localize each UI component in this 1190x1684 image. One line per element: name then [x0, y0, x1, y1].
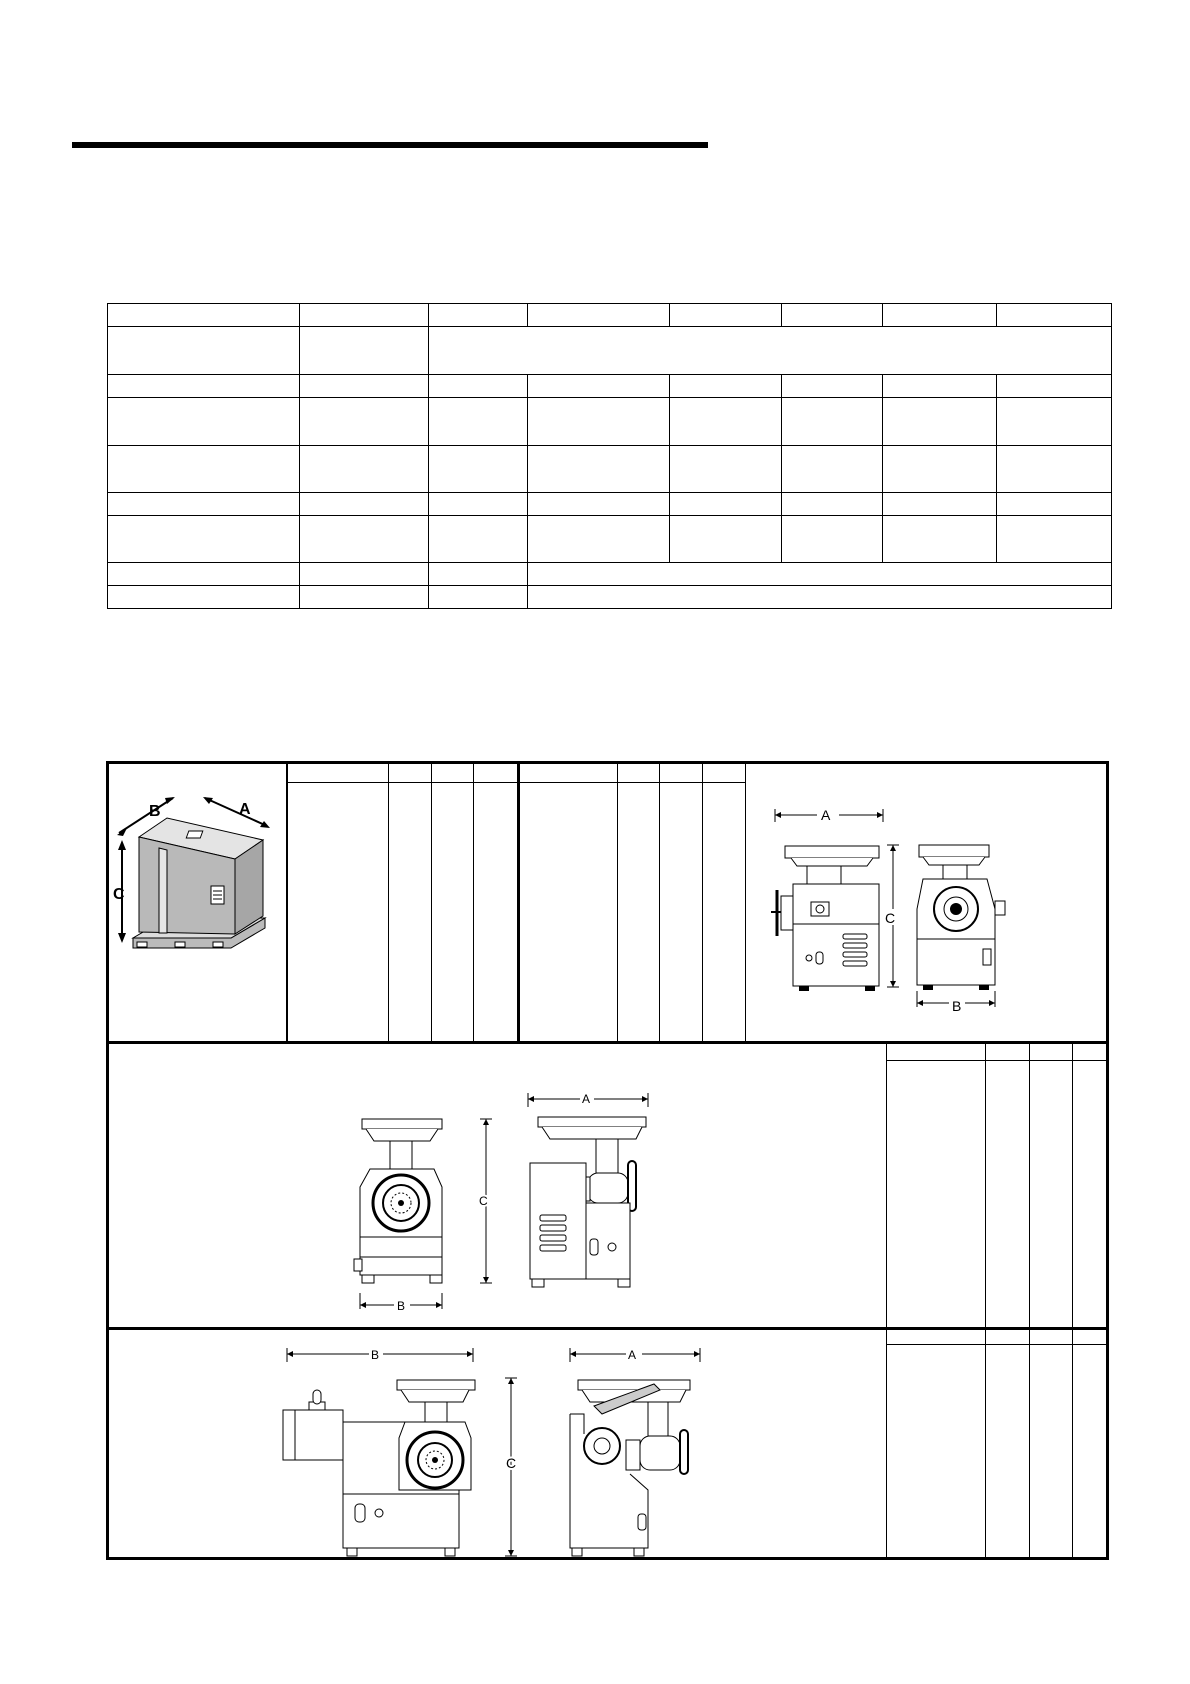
- dim-a-label: A: [821, 807, 831, 823]
- table-cell: [883, 398, 997, 446]
- crate-label-b: B: [149, 803, 161, 820]
- table-cell: [429, 375, 528, 398]
- table-cell: [300, 516, 429, 563]
- grinder-model2-side: [524, 1089, 674, 1299]
- dim-c-label: C: [885, 910, 896, 926]
- table-row: [108, 375, 1112, 398]
- column-divider: [886, 1044, 887, 1560]
- table-cell: [429, 304, 528, 327]
- table-cell: [670, 516, 782, 563]
- table-cell: [528, 446, 670, 493]
- table-row: [108, 586, 1112, 609]
- column-divider: [745, 764, 746, 1041]
- table-cell: [108, 586, 300, 609]
- table-cell: [108, 446, 300, 493]
- table-cell: [997, 304, 1112, 327]
- table-row: [108, 446, 1112, 493]
- grinder-model2-front: [334, 1109, 494, 1339]
- table-cell: [429, 446, 528, 493]
- table-cell: [782, 304, 883, 327]
- table-cell: [429, 398, 528, 446]
- dim-a-label: A: [582, 1092, 591, 1106]
- table-cell: [300, 446, 429, 493]
- table-cell: [108, 375, 300, 398]
- dim-c-label: C: [479, 1194, 488, 1208]
- table-cell: [883, 446, 997, 493]
- table-row: [108, 493, 1112, 516]
- section-divider: [109, 1041, 1106, 1044]
- table-cell: [670, 398, 782, 446]
- table-row: [108, 304, 1112, 327]
- table-cell: [883, 304, 997, 327]
- dimensions-frame: [106, 761, 1109, 1560]
- dim-a-label: A: [628, 1348, 637, 1362]
- table-cell: [997, 516, 1112, 563]
- table-cell: [782, 493, 883, 516]
- table-cell: [670, 375, 782, 398]
- table-cell: [670, 446, 782, 493]
- crate-label-a: A: [239, 801, 251, 818]
- table-cell: [300, 493, 429, 516]
- dim-b-label: B: [952, 998, 962, 1014]
- table-cell: [670, 493, 782, 516]
- table-cell: [528, 375, 670, 398]
- table-cell: [528, 398, 670, 446]
- table-cell: [997, 398, 1112, 446]
- table-cell: [528, 586, 1112, 609]
- grinder-model3-front: [279, 1344, 549, 1559]
- table-row: [108, 563, 1112, 586]
- table-cell: [429, 586, 528, 609]
- table-cell: [300, 304, 429, 327]
- grinder-model3-side: [564, 1344, 724, 1559]
- table-cell: [997, 493, 1112, 516]
- table-cell: [883, 375, 997, 398]
- table-cell: [108, 398, 300, 446]
- table-cell: [300, 398, 429, 446]
- table-cell: [528, 516, 670, 563]
- dim-b-label: B: [371, 1348, 380, 1362]
- table-cell: [782, 398, 883, 446]
- table-cell: [108, 304, 300, 327]
- crate-illustration: [113, 792, 283, 972]
- table-cell: [429, 563, 528, 586]
- table-cell: [429, 327, 1112, 375]
- table-cell: [300, 327, 429, 375]
- table-cell: [782, 516, 883, 563]
- table-cell: [429, 493, 528, 516]
- table-cell: [300, 586, 429, 609]
- header-rule: [72, 142, 708, 148]
- table-cell: [108, 563, 300, 586]
- crate-label-c: C: [113, 886, 125, 903]
- table-cell: [997, 375, 1112, 398]
- section-divider: [109, 1327, 1106, 1330]
- table-row: [108, 516, 1112, 563]
- table-cell: [108, 327, 300, 375]
- table-cell: [108, 493, 300, 516]
- table-cell: [528, 563, 1112, 586]
- table-cell: [670, 304, 782, 327]
- column-divider: [517, 764, 520, 1041]
- specifications-table: [107, 303, 1112, 609]
- table-row: [108, 398, 1112, 446]
- table-cell: [300, 375, 429, 398]
- table-cell: [782, 375, 883, 398]
- column-divider: [286, 764, 288, 1041]
- table-cell: [528, 304, 670, 327]
- table-cell: [528, 493, 670, 516]
- table-cell: [883, 516, 997, 563]
- table-cell: [300, 563, 429, 586]
- table-row: [108, 327, 1112, 375]
- table-cell: [429, 516, 528, 563]
- table-cell: [883, 493, 997, 516]
- table-cell: [108, 516, 300, 563]
- table-cell: [782, 446, 883, 493]
- dim-b-label: B: [397, 1299, 406, 1313]
- dim-c-label: C: [506, 1455, 517, 1471]
- table-cell: [997, 446, 1112, 493]
- grinder-front-view: [879, 839, 1029, 1019]
